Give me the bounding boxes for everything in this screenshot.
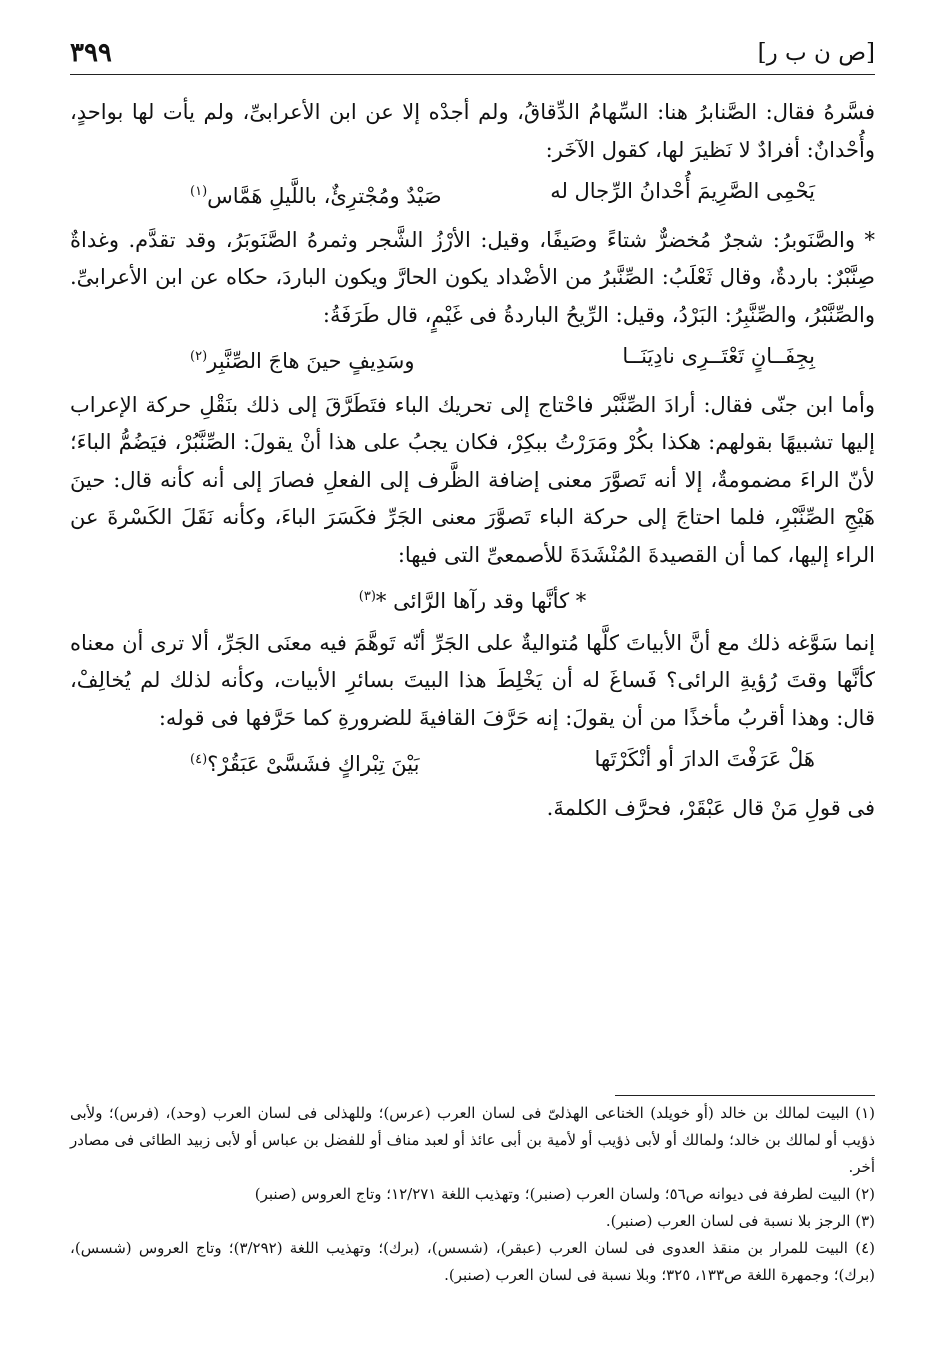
verse-1	[70, 173, 875, 216]
paragraph-2: * والصَّنَوبرُ: شجرٌ مُخضرٌّ شتاءً وصَيفًا، وقيل: الأرْزُ الشَّجر وثمرهُ الصَّنَوبَرُ، وقد تقدَّم. وغداةٌ صِنَّبْرٌ: باردةٌ، وقال ثَعْلَبُ: الصِّنَّبرُ من الأضْداد يكون الحارَّ ويكون الباردَ، حكاه عن ابن الأعرابىِّ. والصِّنَّبْرُ، والصِّنَّبِرُ: البَرْدُ، وقيل: الرِّيحُ الباردةُ فى غَيْمٍ، قال طَرَفَةُ:	[70, 227, 875, 327]
verse-4-first-hemistich: هَلْ عَرَفْتَ الدارَ أو أنْكَرْتَها	[594, 747, 815, 771]
verse-1-first-hemistich: يَحْمِى الصَّرِيمَ أُحْدانُ الرِّجال له	[550, 179, 815, 203]
footnote-ref-2: (٢)	[190, 349, 208, 364]
page-number: ٣٩٩	[70, 38, 112, 68]
verse-1-second-text: صَيْدٌ ومُجْترِئٌ، باللَّيلِ هَمَّاس	[207, 184, 442, 208]
footnote-divider	[615, 1095, 875, 1096]
verse-2-second-hemistich	[190, 338, 415, 381]
verse-3	[70, 578, 875, 621]
verse-4	[70, 741, 875, 784]
footnote-2: (٢) البيت لطرفة فى ديوانه ص٥٦؛ ولسان العرب (صنبر)؛ وتهذيب اللغة ١٢/٢٧١؛ وتاج العروس (صنبر)	[254, 1185, 875, 1203]
footnote-ref-3: (٣)	[358, 589, 376, 604]
paragraph-3: وأما ابن جنّى فقال: أرادَ الصِّنَّبْر فاحْتاج إلى تحريك الباء فتَطَرَّقَ إلى ذلك بنَقْلِ حركة الإعراب إليها تشبيهًا بقولهم: هكذا بكُرْ ومَرَرْتُ ببكِرْ، فكان يجبُ على هذا أنْ يقولَ: الصِّنَّبُرْ، فيَضُمُّ الباءَ؛ لأنّ الراءَ مضمومةٌ، إلا أنه تَصوَّرَ معنى إضافة الظَّرف إلى الفعلِ فصارَ إلى أنه كأنه قال: حينَ هَيْجِ الصِّنَّبْرِ، فلما احتاجَ إلى حركة الباء تَصوَّرَ معنى الجَرِّ فكَسَرَ الباءَ، وكأنه نَقَلَ الكَسْرةَ عن الراء إليها، كما أن القصيدةَ المُنْشَدَةَ للأصمعىِّ التى فيها:	[70, 392, 875, 567]
paragraph-5: فى قولِ مَنْ قال عَبْقَرْ، فحرَّف الكلمةَ.	[546, 795, 875, 820]
verse-4-second-text: بَيْنَ تِبْراكٍ فشَسَّىْ عَبَقُرْ؟	[207, 752, 420, 776]
paragraph-4: إنما سَوَّغه ذلك مع أنَّ الأبياتَ كلَّها مُتواليةٌ على الجَرِّ أنّه تَوهَّمَ فيه معنَى الجَرِّ، ألا ترى أن معناه كأنَّها وقتَ رُؤيةِ الرائى؟ فَساغَ له أن يَخْلِطَ هذا البيتَ بسائرِ الأبيات، وكأنه لذلك لم يُخالِفْ، قال: وهذا أقربُ مأخذًا من أن يقولَ: إنه حَرَّفَ القافيةَ للضرورةِ كما حَرَّفها فى قوله:	[70, 630, 875, 730]
footnote-ref-4: (٤)	[190, 752, 208, 767]
footnote-1: (١) البيت لمالك بن خالد (أو خويلد) الخناعى الهذلىّ فى لسان العرب (عرس)؛ وللهذلى فى لسان العرب (وحد)، (فرس)؛ ولأبى ذؤيب أو لمالك بن خالد؛ ولمالك أو لأبى ذؤيب أو لأمية بن أبى عائذ أو لعبد مناف أو للفضل بن عباس أو لأبى زبيد الطائى فى مصادر أخر.	[70, 1104, 875, 1176]
verse-4-second-hemistich	[190, 741, 419, 784]
footnote-3: (٣) الرجز بلا نسبة فى لسان العرب (صنبر).	[605, 1212, 875, 1230]
verse-1-second-hemistich	[190, 173, 442, 216]
footnotes	[70, 1100, 875, 1289]
verse-2	[70, 338, 875, 381]
running-head: [ص ن ب ر]	[757, 40, 875, 66]
main-text	[70, 94, 875, 827]
verse-2-first-hemistich: بِجِفَــانٍ تَعْتَــرِى نادِيَنَــا	[622, 344, 815, 368]
paragraph-1: فسَّرهُ فقال: الصَّنابرُ هنا: السِّهامُ الدِّقاقُ، ولم أجدْه إلا عن ابن الأعرابىِّ، ولم يأت لها بواحدٍ، وأُحْدانٌ: أفرادٌ لا نَظيرَ لها، كقول الآخَر:	[70, 100, 875, 162]
verse-2-second-text: وسَدِيفٍ حينَ هاجَ الصِّنَّبِر	[207, 349, 415, 373]
verse-3-text: * كأنَّها وقد رآها الرَّائى *	[375, 589, 587, 613]
footnote-ref-1: (١)	[190, 184, 208, 199]
page-header	[70, 38, 875, 75]
footnote-4: (٤) البيت للمرار بن منقذ العدوى فى لسان العرب (عبقر)، (شسس)، (برك)؛ وتهذيب اللغة (٣/٢٩٢)؛ وتاج العروس (شسس)، (برك)؛ وجمهرة اللغة ص١٣٣، ٣٢٥؛ وبلا نسبة فى لسان العرب (صنبر).	[70, 1239, 875, 1284]
